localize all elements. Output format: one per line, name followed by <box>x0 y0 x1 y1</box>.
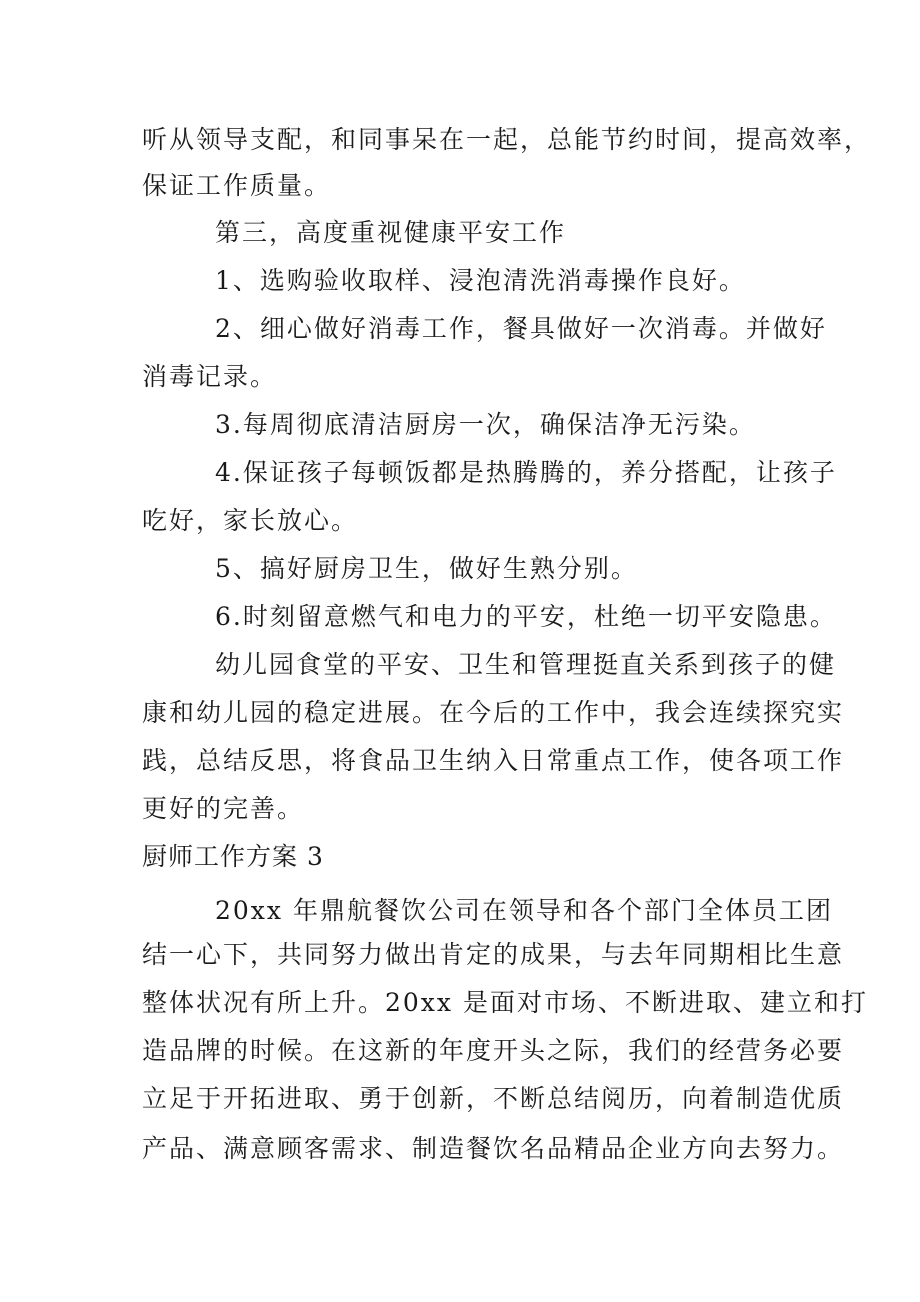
paragraph-line: 结一心下，共同努力做出肯定的成果，与去年同期相比生意 <box>142 940 845 969</box>
paragraph-line: 造品牌的时候。在这新的年度开头之际，我们的经营务必要 <box>142 1036 845 1065</box>
list-item: 6.时刻留意燃气和电力的平安，杜绝一切平安隐患。 <box>215 602 837 631</box>
paragraph-line: 消毒记录。 <box>142 362 278 391</box>
paragraph-line: 吃好，家长放心。 <box>142 506 359 535</box>
paragraph-line: 践，总结反思，将食品卫生纳入日常重点工作，使各项工作 <box>142 746 845 775</box>
document-title: 厨师工作方案 3 <box>142 842 324 871</box>
list-item: 5、搞好厨房卫生，做好生熟分别。 <box>215 554 638 583</box>
paragraph-line: 20xx 年鼎航餐饮公司在领导和各个部门全体员工团 <box>215 896 833 925</box>
list-item: 1、选购验收取样、浸泡清洗消毒操作良好。 <box>215 266 746 295</box>
paragraph-line: 立足于开拓进取、勇于创新，不断总结阅历，向着制造优质 <box>142 1084 845 1113</box>
paragraph-line: 康和幼儿园的稳定进展。在今后的工作中，我会连续探究实 <box>142 698 845 727</box>
paragraph-line: 听从领导支配，和同事呆在一起，总能节约时间，提高效率， <box>142 125 872 154</box>
list-item: 3.每周彻底清洁厨房一次，确保洁净无污染。 <box>215 410 756 439</box>
paragraph-line: 更好的完善。 <box>142 794 305 823</box>
paragraph-line: 整体状况有所上升。20xx 是面对市场、不断进取、建立和打 <box>142 988 868 1017</box>
paragraph-line: 产品、满意顾客需求、制造餐饮名品精品企业方向去努力。 <box>142 1134 845 1163</box>
paragraph-line: 保证工作质量。 <box>142 171 332 200</box>
section-heading: 第三，高度重视健康平安工作 <box>215 218 567 247</box>
list-item: 2、细心做好消毒工作，餐具做好一次消毒。并做好 <box>215 314 827 343</box>
list-item: 4.保证孩子每顿饭都是热腾腾的，养分搭配，让孩子 <box>215 458 837 487</box>
paragraph-line: 幼儿园食堂的平安、卫生和管理挺直关系到孩子的健 <box>215 650 837 679</box>
